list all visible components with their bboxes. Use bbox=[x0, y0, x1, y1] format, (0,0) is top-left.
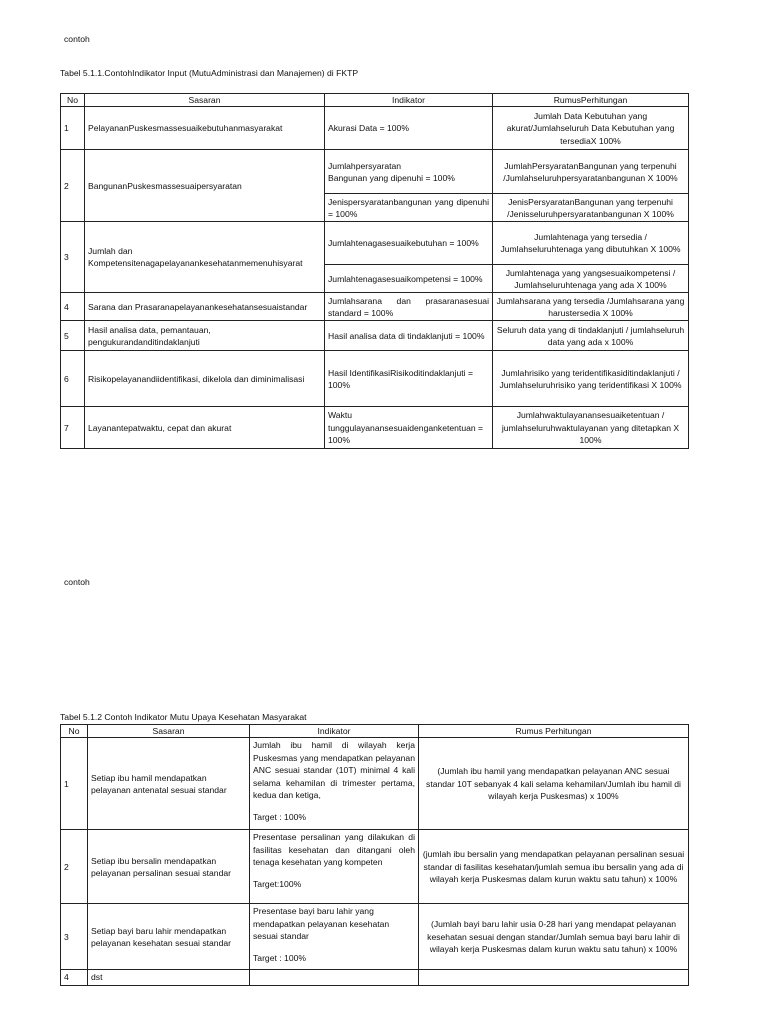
table-row bbox=[61, 351, 689, 407]
row-indikator: Akurasi Data = 100% bbox=[325, 107, 493, 150]
row-sasaran: Setiap ibu bersalin mendapatkan pelayanan persalinan sesuai standar bbox=[88, 830, 250, 904]
header-rumus: Rumus Perhitungan bbox=[419, 725, 689, 738]
table-row bbox=[61, 222, 689, 265]
table-row bbox=[61, 407, 689, 449]
row-indikator: Jumlahpersyaratan Bangunan yang dipenuhi = 100% bbox=[325, 150, 493, 194]
row-indikator bbox=[250, 830, 419, 904]
table-row bbox=[61, 293, 689, 321]
row-no: 4 bbox=[61, 293, 85, 321]
row-rumus: (Jumlah ibu hamil yang mendapatkan pelayanan ANC sesuai standar 10T sebanyak 4 kali selama kehamilan/Jumlah ibu hamil di wilayah kerja Puskesmas) x 100% bbox=[419, 738, 689, 830]
row-rumus: JumlahPersyaratanBangunan yang terpenuhi /Jumlahseluruhpersyaratanbangunan X 100% bbox=[493, 150, 689, 194]
header-indikator: Indikator bbox=[250, 725, 419, 738]
row-sasaran: Setiap bayi baru lahir mendapatkan pelayanan kesehatan sesuai standar bbox=[88, 904, 250, 970]
header-no: No bbox=[61, 94, 85, 107]
row-rumus: Jumlahrisiko yang teridentifikasiditindaklanjuti / Jumlahseluruhrisiko yang teridentifikasi X 100% bbox=[493, 351, 689, 407]
header-indikator: Indikator bbox=[325, 94, 493, 107]
row-indikator bbox=[250, 904, 419, 970]
row-rumus-2: JenisPersyaratanBangunan yang terpenuhi /Jenisseluruhpersyaratanbangunan X 100% bbox=[493, 194, 689, 222]
row-indikator bbox=[250, 738, 419, 830]
row-rumus bbox=[419, 970, 689, 985]
table-row bbox=[61, 738, 689, 830]
table-2-caption: Tabel 5.1.2 Contoh Indikator Mutu Upaya Kesehatan Masyarakat bbox=[60, 712, 307, 722]
row-rumus: (Jumlah bayi baru lahir usia 0-28 hari yang mendapat pelayanan kesehatan sesuai dengan standar/Jumlah semua bayi baru lahir di wilayah kerja Puskesmas dalam kurun waktu satu tahun) x 100% bbox=[419, 904, 689, 970]
row-indikator: Jumlahtenagasesuaikebutuhan = 100% bbox=[325, 222, 493, 265]
row-no: 6 bbox=[61, 351, 85, 407]
row-rumus: Jumlahwaktulayanansesuaiketentuan / jumlahseluruhwaktulayanan yang ditetapkan X 100% bbox=[493, 407, 689, 449]
row-rumus: Jumlahsarana yang tersedia /Jumlahsarana yang harustersedia X 100% bbox=[493, 293, 689, 321]
table-row bbox=[61, 150, 689, 194]
table-2 bbox=[60, 724, 689, 986]
indikator-text: Presentase bayi baru lahir yang mendapatkan pelayanan kesehatan sesuai standar bbox=[253, 906, 390, 942]
table-2-header-row bbox=[61, 725, 689, 738]
row-no: 1 bbox=[61, 107, 85, 150]
table-row bbox=[61, 321, 689, 351]
table-row bbox=[61, 107, 689, 150]
row-no: 3 bbox=[61, 222, 85, 293]
header-rumus: RumusPerhitungan bbox=[493, 94, 689, 107]
row-indikator-2: Jenispersyaratanbangunan yang dipenuhi = 100% bbox=[325, 194, 493, 222]
row-rumus: (jumlah ibu bersalin yang mendapatkan pelayanan persalinan sesuai standar di fasilitas kesehatan/jumlah semua ibu bersalin yang ada di wilayah kerja Puskesmas dalam kurun waktu satu tahun) x 100% bbox=[419, 830, 689, 904]
header-sasaran: Sasaran bbox=[88, 725, 250, 738]
table-row bbox=[61, 904, 689, 970]
row-sasaran: Setiap ibu hamil mendapatkan pelayanan antenatal sesuai standar bbox=[88, 738, 250, 830]
table-row bbox=[61, 830, 689, 904]
indikator-text: Presentase persalinan yang dilakukan di fasilitas kesehatan dan ditangani oleh tenaga kesehatan yang kompeten bbox=[253, 832, 415, 868]
header-sasaran: Sasaran bbox=[85, 94, 325, 107]
row-sasaran: dst bbox=[88, 970, 250, 985]
row-rumus: Jumlahtenaga yang tersedia / Jumlahseluruhtenaga yang dibutuhkan X 100% bbox=[493, 222, 689, 265]
row-no: 3 bbox=[61, 904, 88, 970]
table-1-header-row bbox=[61, 94, 689, 107]
row-indikator bbox=[250, 970, 419, 985]
middle-contoh-label: contoh bbox=[64, 577, 90, 587]
row-sasaran: PelayananPuskesmassesuaikebutuhanmasyarakat bbox=[85, 107, 325, 150]
row-sasaran: Jumlah dan Kompetensitenagapelayanankesehatanmemenuhisyarat bbox=[85, 222, 325, 293]
indikator-target: Target : 100% bbox=[253, 952, 307, 963]
row-no: 7 bbox=[61, 407, 85, 449]
table-1-caption: Tabel 5.1.1.ContohIndikator Input (MutuAdministrasi dan Manajemen) di FKTP bbox=[60, 68, 359, 78]
row-indikator: Waktu tunggulayanansesuaidenganketentuan = 100% bbox=[325, 407, 493, 449]
row-sasaran: Risikopelayanandiidentifikasi, dikelola dan diminimalisasi bbox=[85, 351, 325, 407]
row-no: 2 bbox=[61, 150, 85, 222]
row-sasaran: Hasil analisa data, pemantauan, pengukurandanditindaklanjuti bbox=[85, 321, 325, 351]
header-no: No bbox=[61, 725, 88, 738]
row-indikator: Hasil analisa data di tindaklanjuti = 100% bbox=[325, 321, 493, 351]
top-contoh-label: contoh bbox=[64, 34, 90, 44]
row-indikator: Hasil IdentifikasiRisikoditindaklanjuti = 100% bbox=[325, 351, 493, 407]
row-rumus: Jumlah Data Kebutuhan yang akurat/Jumlahseluruh Data Kebutuhan yang tersediaX 100% bbox=[493, 107, 689, 150]
indikator-target: Target:100% bbox=[253, 878, 302, 889]
row-no: 4 bbox=[61, 970, 88, 985]
row-rumus: Seluruh data yang di tindaklanjuti / jumlahseluruh data yang ada x 100% bbox=[493, 321, 689, 351]
row-no: 5 bbox=[61, 321, 85, 351]
row-sasaran: BangunanPuskesmassesuaipersyaratan bbox=[85, 150, 325, 222]
row-no: 2 bbox=[61, 830, 88, 904]
row-sasaran: Layanantepatwaktu, cepat dan akurat bbox=[85, 407, 325, 449]
row-indikator-2: Jumlahtenagasesuaikompetensi = 100% bbox=[325, 265, 493, 293]
indikator-target: Target : 100% bbox=[253, 811, 307, 822]
table-row bbox=[61, 970, 689, 985]
table-1 bbox=[60, 93, 689, 449]
row-sasaran: Sarana dan Prasaranapelayanankesehatansesuaistandar bbox=[85, 293, 325, 321]
row-no: 1 bbox=[61, 738, 88, 830]
row-indikator: Jumlahsarana dan prasaranasesuai standard = 100% bbox=[325, 293, 493, 321]
row-rumus-2: Jumlahtenaga yang yangsesuaikompetensi / Jumlahseluruhtenaga yang ada X 100% bbox=[493, 265, 689, 293]
indikator-text: Jumlah ibu hamil di wilayah kerja Puskesmas yang mendapatkan pelayanan ANC sesuai standar (10T) minimal 4 kali selama kehamilan di trimester pertama, kedua dan ketiga, bbox=[253, 740, 415, 801]
